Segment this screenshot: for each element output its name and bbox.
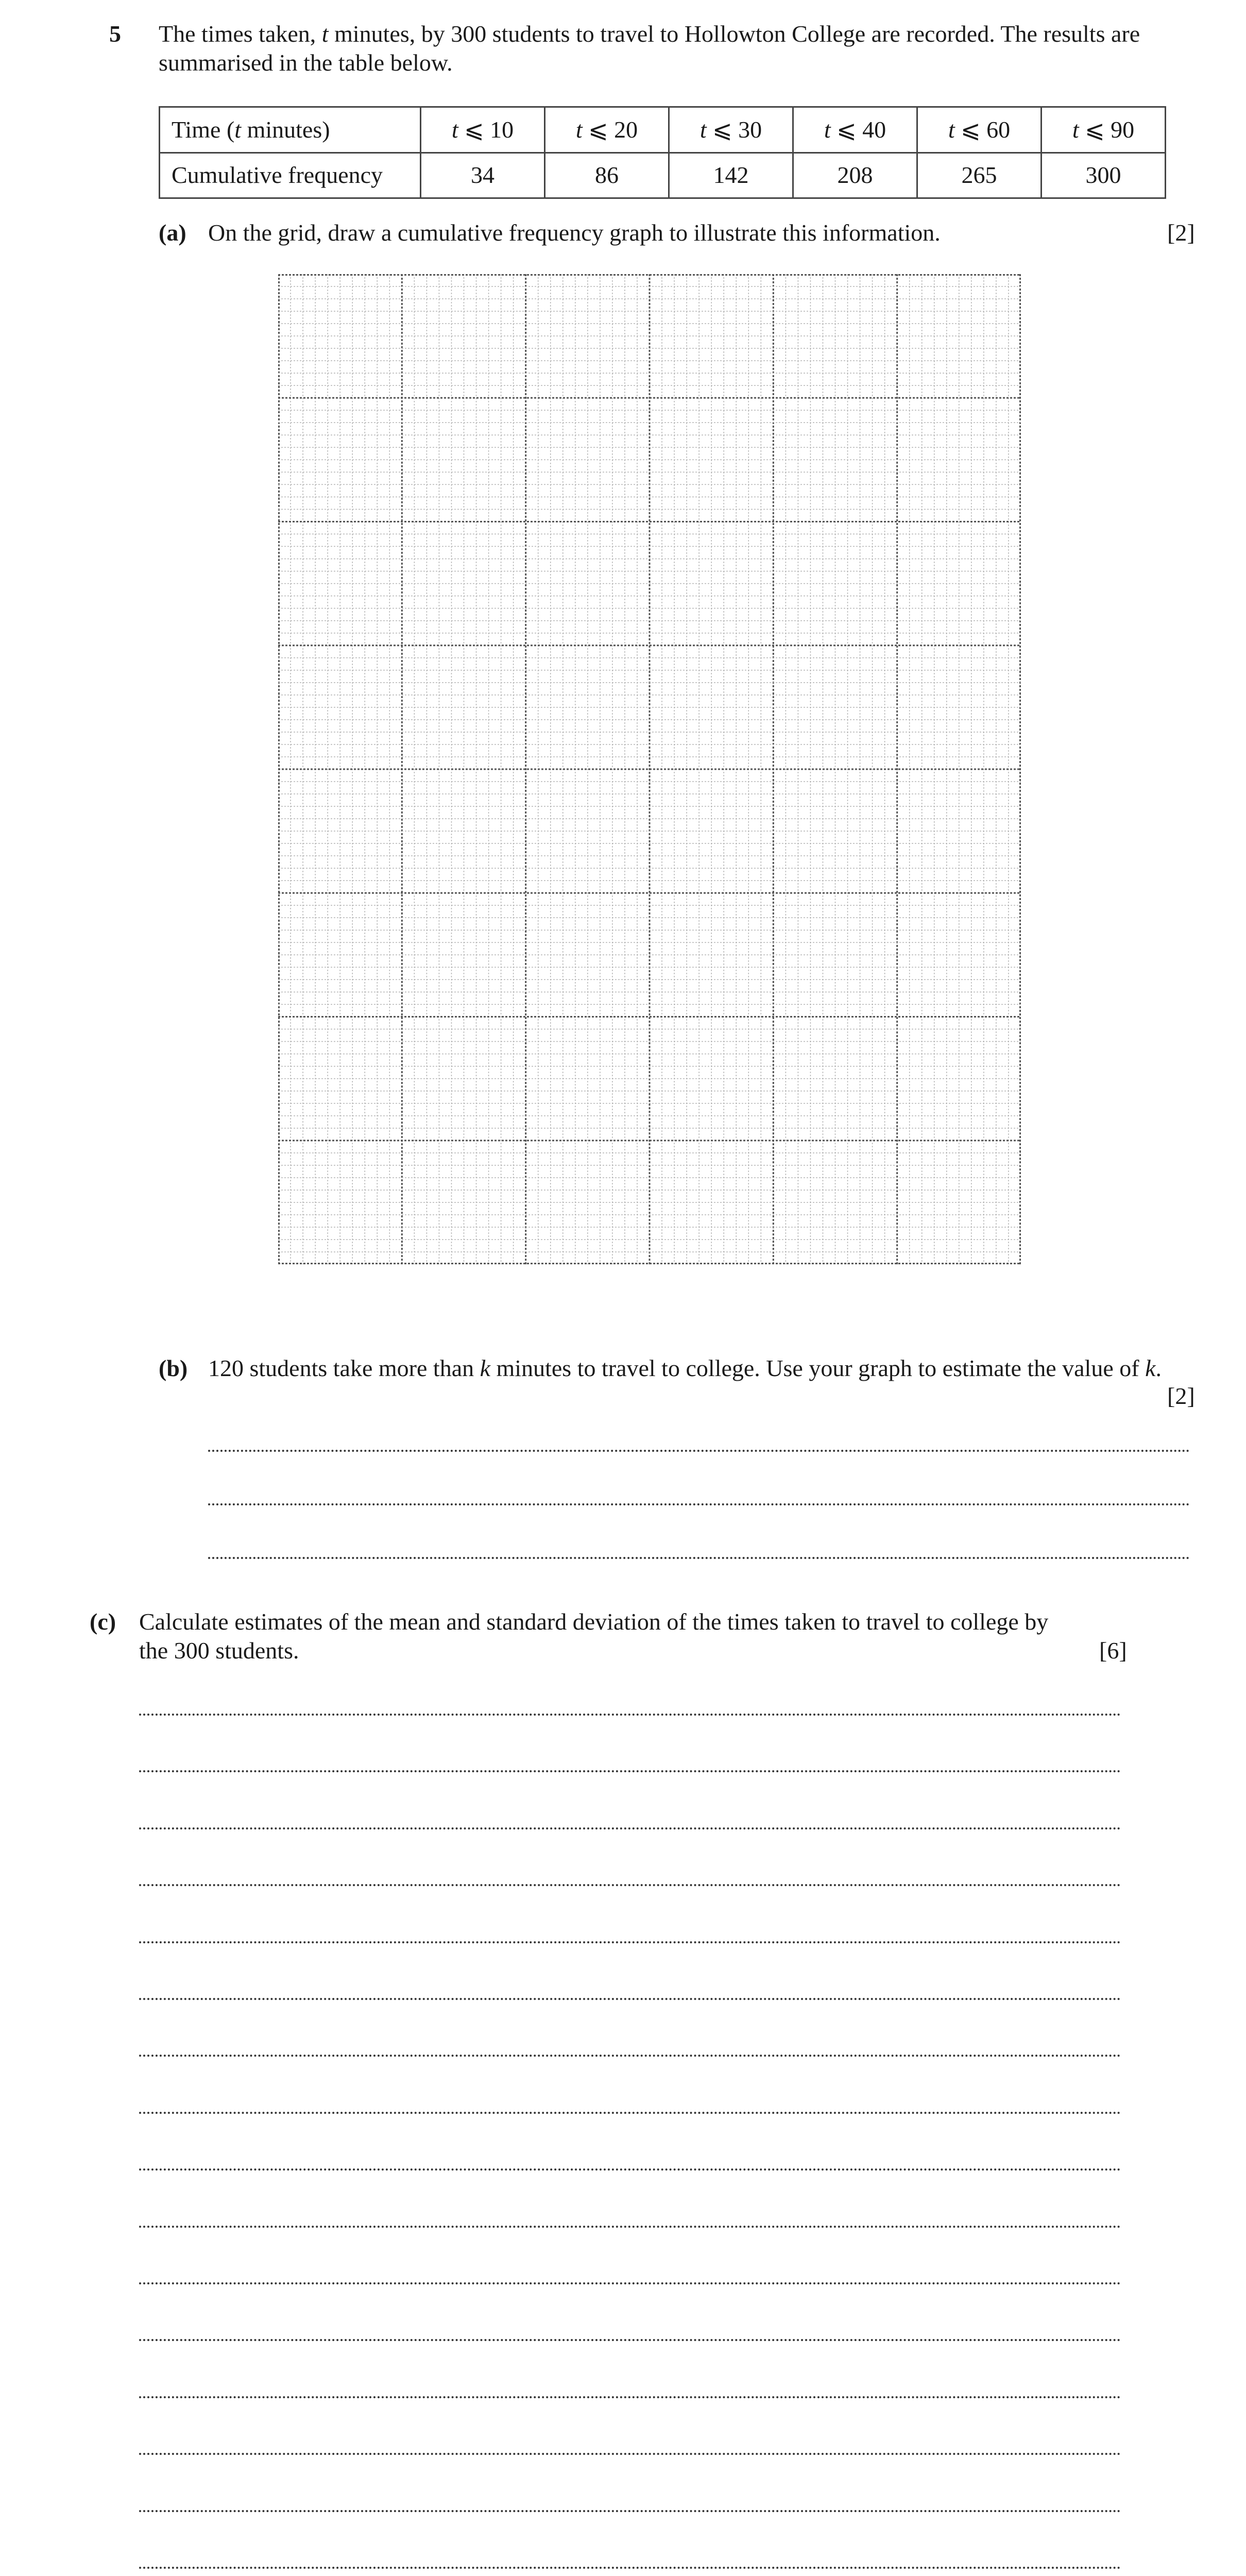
answer-line[interactable] <box>208 1557 1190 1559</box>
answer-line[interactable] <box>139 1884 1121 1886</box>
part-c-text-line-1: Calculate estimates of the mean and standard deviation of the times taken to travel to college by <box>139 1608 1049 1635</box>
answer-line[interactable] <box>139 2226 1121 2228</box>
answer-line[interactable] <box>139 1827 1121 1829</box>
table-cell-time: t ⩽ 90 <box>1042 107 1166 153</box>
table-cell-time: t ⩽ 40 <box>793 107 917 153</box>
answer-line[interactable] <box>208 1503 1190 1505</box>
answer-line[interactable] <box>139 2112 1121 2114</box>
answer-line[interactable] <box>139 1941 1121 1943</box>
table-row-time <box>160 107 1166 153</box>
table-row-frequency <box>160 152 1166 198</box>
part-c-text-line-2: the 300 students. <box>139 1637 299 1664</box>
table-cell-time: t ⩽ 20 <box>545 107 669 153</box>
answer-line[interactable] <box>139 2510 1121 2512</box>
stem-line-1: The times taken, t minutes, by 300 students to travel to Hollowton College are recorded. The results are <box>159 21 1140 47</box>
answer-line[interactable] <box>208 1450 1190 1452</box>
answer-line[interactable] <box>139 2168 1121 2171</box>
part-a-label: (a) <box>159 219 186 246</box>
stem-line-2: summarised in the table below. <box>159 49 453 76</box>
table-cell-time: t ⩽ 10 <box>421 107 545 153</box>
table-cell-time: t ⩽ 60 <box>917 107 1042 153</box>
table-header-frequency: Cumulative frequency <box>160 152 421 198</box>
answer-line[interactable] <box>139 1998 1121 2000</box>
graph-paper[interactable] <box>278 274 1021 1264</box>
table-cell-frequency: 265 <box>917 152 1042 198</box>
table-cell-frequency: 208 <box>793 152 917 198</box>
question-stem <box>159 20 1200 77</box>
table-cell-frequency: 34 <box>421 152 545 198</box>
answer-line[interactable] <box>139 2282 1121 2284</box>
answer-line[interactable] <box>139 2453 1121 2455</box>
table-header-time: Time (t minutes) <box>160 107 421 153</box>
answer-line[interactable] <box>139 2567 1121 2569</box>
answer-line[interactable] <box>139 1714 1121 1716</box>
table-cell-time: t ⩽ 30 <box>669 107 793 153</box>
part-a-text: On the grid, draw a cumulative frequency graph to illustrate this information. <box>208 219 941 246</box>
part-b-marks: [2] <box>1167 1383 1195 1409</box>
part-b-text: 120 students take more than k minutes to travel to college. Use your graph to estimate the value of k. <box>208 1355 1162 1381</box>
answer-line[interactable] <box>139 2339 1121 2341</box>
part-c-label: (c) <box>90 1608 116 1635</box>
answer-line[interactable] <box>139 2055 1121 2057</box>
table-cell-frequency: 86 <box>545 152 669 198</box>
part-c-marks: [6] <box>1099 1637 1127 1664</box>
part-a-marks: [2] <box>1167 219 1195 246</box>
answer-line[interactable] <box>139 1770 1121 1772</box>
frequency-table <box>159 106 1166 199</box>
answer-line[interactable] <box>139 2396 1121 2398</box>
part-b-label: (b) <box>159 1355 188 1381</box>
part-c-text <box>139 1607 1118 1665</box>
table-cell-frequency: 300 <box>1042 152 1166 198</box>
question-number: 5 <box>109 21 121 47</box>
table-cell-frequency: 142 <box>669 152 793 198</box>
graph-grid[interactable] <box>278 274 1021 1264</box>
